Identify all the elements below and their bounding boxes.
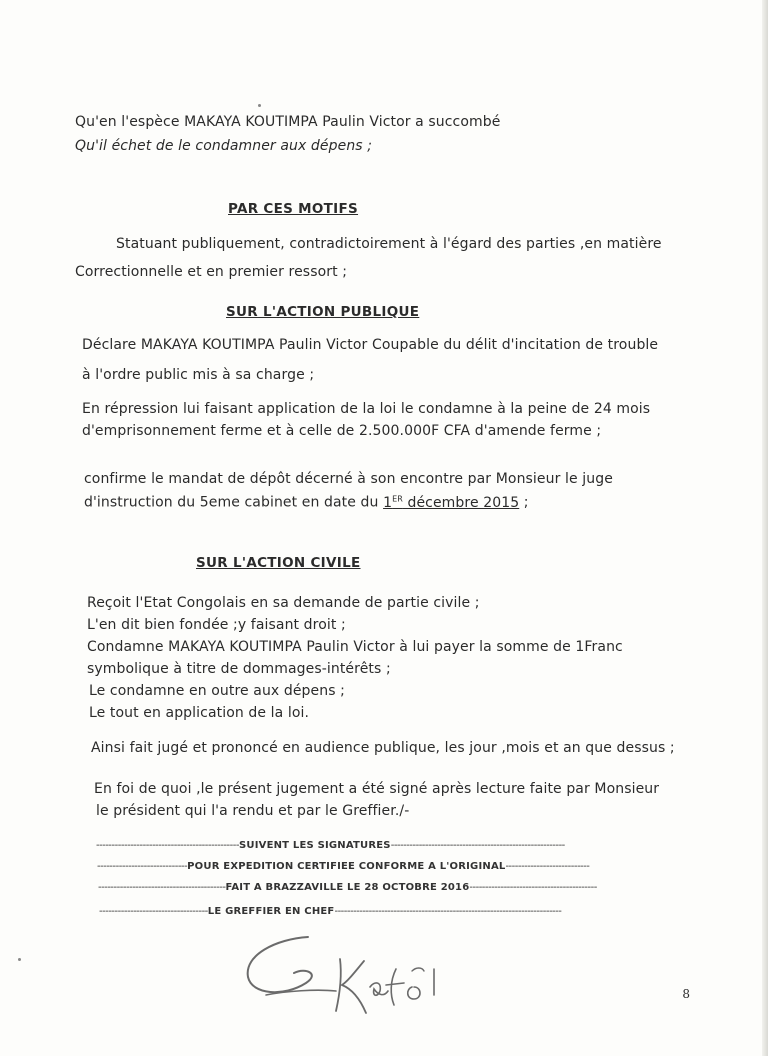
date-day: 1 (383, 494, 393, 511)
heading-action-publique: SUR L'ACTION PUBLIQUE (226, 304, 420, 320)
publique-p3-line-2 (84, 494, 529, 511)
civile-line-3: Condamne MAKAYA KOUTIMPA Paulin Victor à lui payer la somme de 1Franc (87, 639, 623, 655)
publique-p2-line-1: En répression lui faisant application de la loi le condamne à la peine de 24 mois (82, 401, 651, 417)
closing-line-3: le président qui l'a rendu et par le Greffier./- (96, 803, 410, 819)
cert-greffier: LE GREFFIER EN CHEF (207, 906, 335, 917)
motifs-line-2: Correctionnelle et en premier ressort ; (75, 264, 348, 280)
motifs-line-1: Statuant publiquement, contradictoirement à l'égard des parties ,en matière (116, 236, 662, 252)
publique-p1-line-1: Déclare MAKAYA KOUTIMPA Paulin Victor Coupable du délit d'incitation de trouble (82, 337, 659, 353)
page-number: 8 (682, 987, 690, 1001)
civile-line-5: Le condamne en outre aux dépens ; (89, 683, 345, 699)
cert-expedition: POUR EXPEDITION CERTIFIEE CONFORME A L'ORIGINAL (187, 861, 506, 872)
publique-p3-end: ; (519, 494, 529, 511)
civile-line-4: symbolique à titre de dommages-intérêts ; (87, 661, 391, 677)
intro-line-2: Qu'il échet de le condamner aux dépens ; (75, 138, 373, 154)
publique-p3-text: d'instruction du 5eme cabinet en date du (84, 494, 384, 511)
heading-action-civile: SUR L'ACTION CIVILE (196, 555, 361, 571)
cert-signatures: SUIVENT LES SIGNATURES (239, 840, 391, 851)
scan-speck (18, 958, 21, 961)
heading-par-ces-motifs: PAR CES MOTIFS (228, 201, 359, 217)
civile-line-6: Le tout en application de la loi. (89, 705, 310, 721)
date-month-year: décembre 2015 (402, 494, 520, 511)
publique-p1-line-2: à l'ordre public mis à sa charge ; (82, 367, 315, 383)
page-edge-shadow (762, 0, 768, 1056)
date-underlined (383, 495, 519, 511)
cert-place-date-line: -----------------------------------------FAIT A BRAZZAVILLE LE 28 OCTOBRE 2016----------------------------------------- (98, 882, 597, 893)
publique-p2-line-2: d'emprisonnement ferme et à celle de 2.500.000F CFA d'amende ferme ; (82, 423, 602, 439)
cert-signatures-line: ----------------------------------------------SUIVENT LES SIGNATURES-------------------------------------------------------- (96, 840, 565, 851)
cert-expedition-line: -----------------------------POUR EXPEDITION CERTIFIEE CONFORME A L'ORIGINAL--------------------------- (97, 861, 590, 872)
civile-line-1: Reçoit l'Etat Congolais en sa demande de partie civile ; (87, 595, 480, 611)
cert-place-date: FAIT A BRAZZAVILLE LE 28 OCTOBRE 2016 (225, 882, 470, 893)
publique-p3-line-1: confirme le mandat de dépôt décerné à son encontre par Monsieur le juge (84, 471, 613, 487)
date-sup: ER (392, 494, 403, 503)
handwritten-signature (236, 925, 466, 1020)
scan-speck (258, 104, 261, 107)
cert-greffier-line: -----------------------------------LE GREFFIER EN CHEF------------------------------------------------------------------------- (99, 906, 562, 917)
closing-line-1: Ainsi fait jugé et prononcé en audience publique, les jour ,mois et an que dessus ; (91, 740, 675, 756)
intro-line-1: Qu'en l'espèce MAKAYA KOUTIMPA Paulin Victor a succombé (75, 114, 501, 130)
civile-line-2: L'en dit bien fondée ;y faisant droit ; (87, 617, 346, 633)
closing-line-2: En foi de quoi ,le présent jugement a été signé après lecture faite par Monsieur (94, 781, 660, 797)
